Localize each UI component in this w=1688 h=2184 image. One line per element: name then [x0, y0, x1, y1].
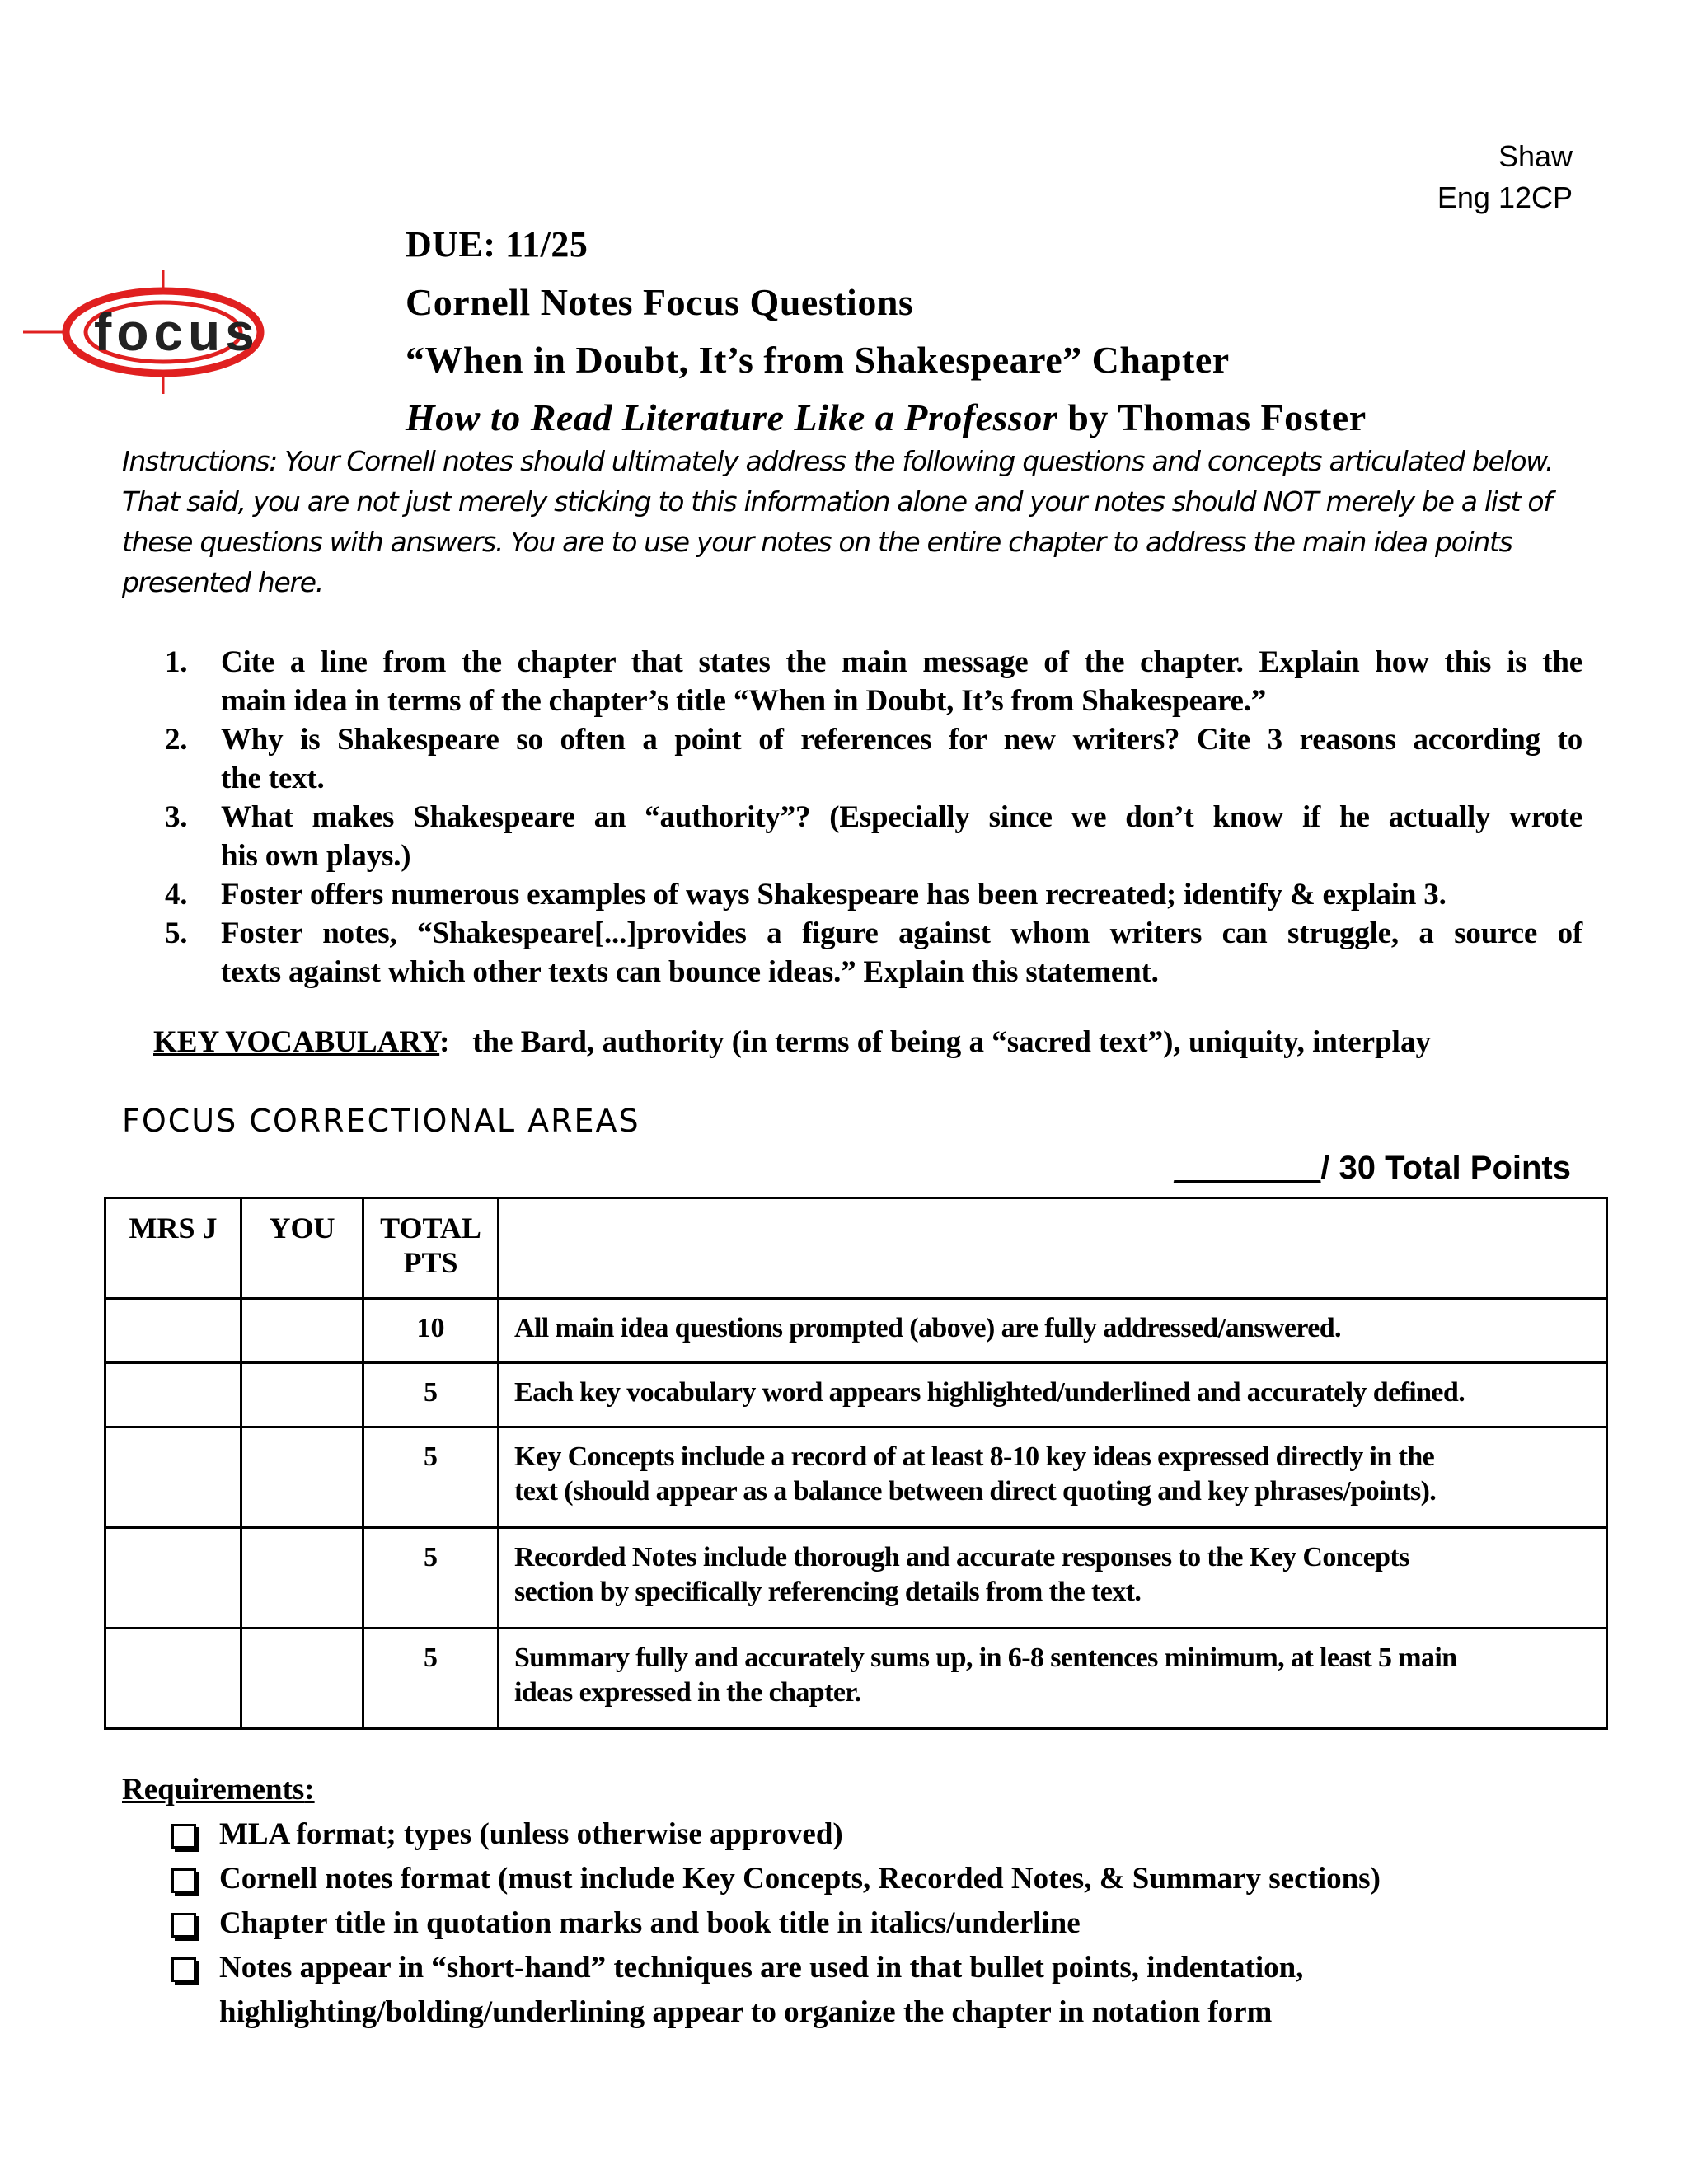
criteria-cell [499, 1299, 1607, 1363]
header-you: YOU [241, 1198, 363, 1299]
points-cell: 5 [363, 1363, 499, 1427]
criteria-text: ideas expressed in the chapter. [514, 1677, 861, 1708]
you-score-cell[interactable] [241, 1299, 363, 1363]
question-item [165, 798, 1582, 875]
title-block [406, 216, 1367, 447]
criteria-cell [499, 1528, 1607, 1629]
teacher-name: Shaw [1498, 139, 1573, 173]
book-title: How to Read Literature Like a Professor [406, 396, 1058, 438]
criteria-text: Each key vocabulary word appears highlighted/underlined and accurately defined. [514, 1377, 1465, 1408]
checkbox-icon [171, 1957, 196, 1982]
rubric-table [104, 1197, 1608, 1730]
question-number: 4. [165, 878, 188, 912]
title-line-2: “When in Doubt, It’s from Shakespeare” Chapter [406, 339, 1230, 381]
criteria-text: section by specifically referencing details from the text. [514, 1577, 1142, 1607]
focus-areas-heading: FOCUS CORRECTIONAL AREAS [122, 1103, 640, 1139]
you-score-cell[interactable] [241, 1427, 363, 1528]
course-name: Eng 12CP [1437, 180, 1573, 214]
you-score-cell[interactable] [241, 1363, 363, 1427]
question-text: texts against which other texts can bounce ideas.” Explain this statement. [221, 955, 1159, 989]
requirements-section [122, 1768, 1381, 2035]
question-item [165, 914, 1582, 991]
header-total: TOTAL [380, 1212, 481, 1244]
mrs-j-score-cell[interactable] [106, 1427, 241, 1528]
requirement-text: Notes appear in “short-hand” techniques are used in that bullet points, indentation, [219, 1951, 1304, 1985]
requirements-title [122, 1768, 1381, 1812]
question-text: What makes Shakespeare an “authority”? (Especially since we don’t know if he actually wrote [221, 800, 1582, 834]
logo-text: focus [94, 302, 260, 362]
criteria-text: text (should appear as a balance between direct quoting and key phrases/points). [514, 1476, 1437, 1507]
requirement-text: highlighting/bolding/underlining appear to organize the chapter in notation form [219, 1995, 1273, 2029]
question-item [165, 720, 1582, 798]
requirement-item [171, 1946, 1381, 2035]
table-row [106, 1528, 1607, 1629]
checkbox-icon [171, 1913, 196, 1938]
instructions [122, 441, 1556, 602]
header-description [499, 1198, 1607, 1299]
instructions-line: presented here. [122, 566, 323, 598]
points-cell: 5 [363, 1629, 499, 1729]
checkbox-icon [171, 1868, 196, 1893]
total-points-label: / 30 Total Points [1320, 1150, 1571, 1186]
title-line-1: Cornell Notes Focus Questions [406, 281, 914, 323]
criteria-text: Recorded Notes include thorough and accurate responses to the Key Concepts [514, 1542, 1409, 1572]
table-row [106, 1299, 1607, 1363]
requirements-colon: : [304, 1773, 315, 1807]
header-pts: PTS [403, 1246, 458, 1279]
criteria-text: All main idea questions prompted (above) are fully addressed/answered. [514, 1313, 1341, 1343]
points-cell: 5 [363, 1427, 499, 1528]
table-row [106, 1629, 1607, 1729]
criteria-cell [499, 1363, 1607, 1427]
requirements-title-text: Requirements [122, 1773, 305, 1807]
header-mrs-j: MRS J [106, 1198, 241, 1299]
book-author: by Thomas Foster [1067, 396, 1367, 438]
mrs-j-score-cell[interactable] [106, 1528, 241, 1629]
question-number: 5. [165, 916, 188, 950]
mrs-j-score-cell[interactable] [106, 1363, 241, 1427]
question-number: 1. [165, 645, 188, 679]
vocabulary-label: KEY VOCABULARY [153, 1025, 440, 1059]
table-row [106, 1363, 1607, 1427]
header-info [1437, 136, 1573, 218]
total-points-blank: ________ [1174, 1150, 1321, 1186]
vocabulary-colon: : [439, 1025, 450, 1059]
vocabulary-terms: the Bard, authority (in terms of being a “sacred text”), uniquity, interplay [472, 1025, 1431, 1059]
due-date: DUE: 11/25 [406, 224, 588, 265]
points-cell: 10 [363, 1299, 499, 1363]
questions-list [165, 643, 1582, 991]
rubric-header-row [106, 1198, 1607, 1299]
question-text: Foster notes, “Shakespeare[...]provides a figure against whom writers can struggle, a source of [221, 916, 1582, 950]
criteria-cell [499, 1629, 1607, 1729]
requirement-text: Cornell notes format (must include Key Concepts, Recorded Notes, & Summary sections) [219, 1862, 1381, 1896]
you-score-cell[interactable] [241, 1629, 363, 1729]
requirement-item [171, 1812, 1381, 1857]
question-number: 3. [165, 800, 188, 834]
mrs-j-score-cell[interactable] [106, 1629, 241, 1729]
focus-logo [23, 270, 336, 394]
question-text: Cite a line from the chapter that states the main message of the chapter. Explain how this is the [221, 645, 1582, 679]
question-text: the text. [221, 762, 325, 795]
question-text: Foster offers numerous examples of ways Shakespeare has been recreated; identify & explain 3. [221, 878, 1447, 912]
question-item [165, 643, 1582, 720]
criteria-text: Key Concepts include a record of at least 8-10 key ideas expressed directly in the [514, 1441, 1435, 1472]
requirement-item [171, 1901, 1381, 1946]
mrs-j-score-cell[interactable] [106, 1299, 241, 1363]
instructions-line: these questions with answers. You are to use your notes on the entire chapter to address the main idea points [122, 526, 1512, 558]
instructions-line: Instructions: Your Cornell notes should ultimately address the following questions and concepts articulated below. [122, 445, 1554, 477]
you-score-cell[interactable] [241, 1528, 363, 1629]
requirement-text: Chapter title in quotation marks and book title in italics/underline [219, 1906, 1081, 1940]
table-row [106, 1427, 1607, 1528]
points-cell: 5 [363, 1528, 499, 1629]
criteria-text: Summary fully and accurately sums up, in 6-8 sentences minimum, at least 5 main [514, 1643, 1457, 1673]
key-vocabulary [153, 1024, 1431, 1060]
total-points [1174, 1150, 1571, 1187]
checkbox-icon [171, 1824, 196, 1849]
question-text: Why is Shakespeare so often a point of references for new writers? Cite 3 reasons according to [221, 723, 1582, 757]
question-number: 2. [165, 723, 188, 757]
header-total-pts [363, 1198, 499, 1299]
question-text: his own plays.) [221, 839, 411, 873]
question-item [165, 875, 1582, 914]
instructions-line: That said, you are not just merely sticking to this information alone and your notes should NOT merely be a list of [122, 485, 1552, 518]
requirement-item [171, 1857, 1381, 1901]
title-line-3 [406, 389, 1367, 447]
criteria-cell [499, 1427, 1607, 1528]
requirement-text: MLA format; types (unless otherwise approved) [219, 1817, 843, 1851]
question-text: main idea in terms of the chapter’s title “When in Doubt, It’s from Shakespeare.” [221, 684, 1267, 718]
